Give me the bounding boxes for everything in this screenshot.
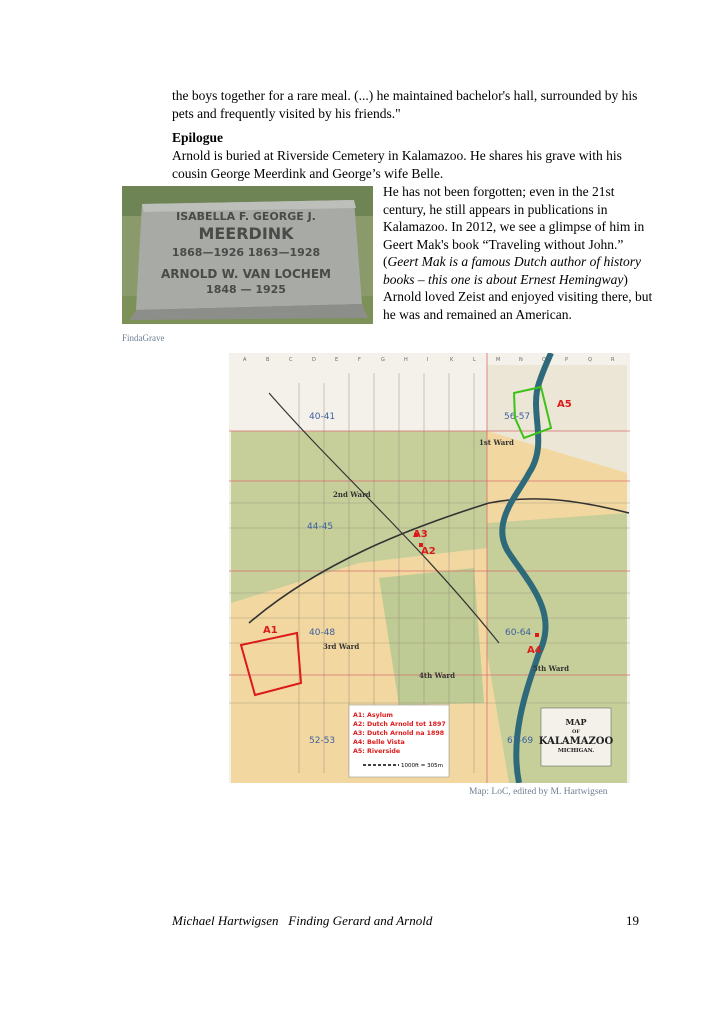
grid-letter: B — [266, 357, 270, 363]
epilogue-italic-note: Geert Mak is a famous Dutch author of history books – this one is about Ernest Hemingway — [383, 254, 641, 287]
footer-author: Michael Hartwigsen — [172, 913, 279, 928]
ward-label: 5th Ward — [533, 664, 570, 673]
grave-line-1: ISABELLA F. GEORGE J. — [176, 210, 316, 223]
marker-a3: A3 — [413, 529, 428, 540]
grid-letter: E — [335, 357, 339, 363]
map-title-city: KALAMAZOO — [538, 736, 614, 747]
grave-line-5: 1848 — 1925 — [206, 283, 286, 296]
marker-a1: A1 — [263, 625, 278, 636]
section-label: 56-57 — [504, 412, 531, 422]
grid-letter: N — [519, 357, 523, 363]
marker-a4: A4 — [527, 645, 542, 656]
grid-letter: I — [427, 357, 429, 363]
ward-label: 1st Ward — [479, 438, 514, 447]
grave-line-2: MEERDINK — [198, 224, 294, 243]
marker-a5: A5 — [557, 399, 572, 410]
grid-letter: L — [473, 357, 476, 363]
grid-letter: M — [496, 357, 501, 363]
grid-letter: O — [542, 357, 546, 363]
kalamazoo-map — [229, 353, 630, 783]
grave-line-3: 1868—1926 1863—1928 — [171, 246, 321, 259]
epilogue-text-close: ) — [623, 271, 628, 287]
map-credit: Map: LoC, edited by M. Hartwigsen — [469, 787, 608, 797]
grid-letter: A — [243, 357, 247, 363]
section-label: 67-69 — [507, 736, 534, 746]
section-label: 60-64 — [505, 628, 532, 638]
grid-letter: R — [611, 357, 615, 363]
grid-letter: K — [450, 357, 454, 363]
grid-letter: D — [312, 357, 316, 363]
grid-letter: H — [404, 357, 408, 363]
gravestone-photo — [122, 186, 373, 324]
epilogue-text: He has not been forgotten; even in the 21st century, he still appears in publications in Kalamazoo. In 2012, we see a glimpse of him in Geert Mak's book “Traveling without John.” ( — [383, 184, 645, 269]
ward-label: 4th Ward — [419, 671, 456, 680]
legend-item: A5: Riverside — [353, 748, 401, 755]
section-label: 44-45 — [307, 522, 334, 532]
grid-letter: G — [381, 357, 385, 363]
section-label: 40-48 — [309, 628, 336, 638]
grid-letter: F — [358, 357, 361, 363]
grave-line-4: ARNOLD W. VAN LOCHEM — [161, 267, 331, 281]
legend-item: A4: Belle Vista — [353, 739, 405, 746]
epilogue-heading: Epilogue — [172, 130, 224, 145]
map-title-state: MICHIGAN. — [557, 748, 595, 754]
epilogue-paragraph-3: Arnold loved Zeist and enjoyed visiting there, but he was and remained an American. — [383, 289, 653, 322]
grid-letter: Q — [588, 357, 592, 363]
ward-label: 2nd Ward — [333, 490, 371, 499]
grid-letter: C — [289, 357, 293, 363]
legend-item: A3: Dutch Arnold na 1898 — [353, 730, 445, 737]
grave-photo-credit: FindaGrave — [122, 333, 165, 343]
ward-label: 3rd Ward — [323, 642, 360, 651]
epilogue-paragraph-1: Arnold is buried at Riverside Cemetery in Kalamazoo. He shares his grave with his cousin George Meerdink and George’s wife Belle. — [172, 148, 622, 181]
page-number: 19 — [626, 913, 639, 928]
footer-author-title — [172, 913, 432, 929]
marker-a2: A2 — [421, 546, 436, 557]
map-title-map: MAP — [565, 717, 587, 727]
epilogue-paragraph-2 — [383, 183, 653, 323]
section-label: 40-41 — [309, 412, 336, 422]
map-title-of: OF — [572, 729, 580, 735]
section-label: 52-53 — [309, 736, 336, 746]
grid-letter: P — [565, 357, 569, 363]
intro-paragraph: the boys together for a rare meal. (...) he maintained bachelor's hall, surrounded by his pets and frequently visited by his friends." — [172, 88, 638, 121]
legend-item: A1: Asylum — [353, 712, 393, 719]
legend-item: A2: Dutch Arnold tot 1897 — [353, 721, 446, 728]
footer-title: Finding Gerard and Arnold — [288, 913, 433, 928]
scale-label: 1000ft = 305m — [401, 763, 443, 769]
